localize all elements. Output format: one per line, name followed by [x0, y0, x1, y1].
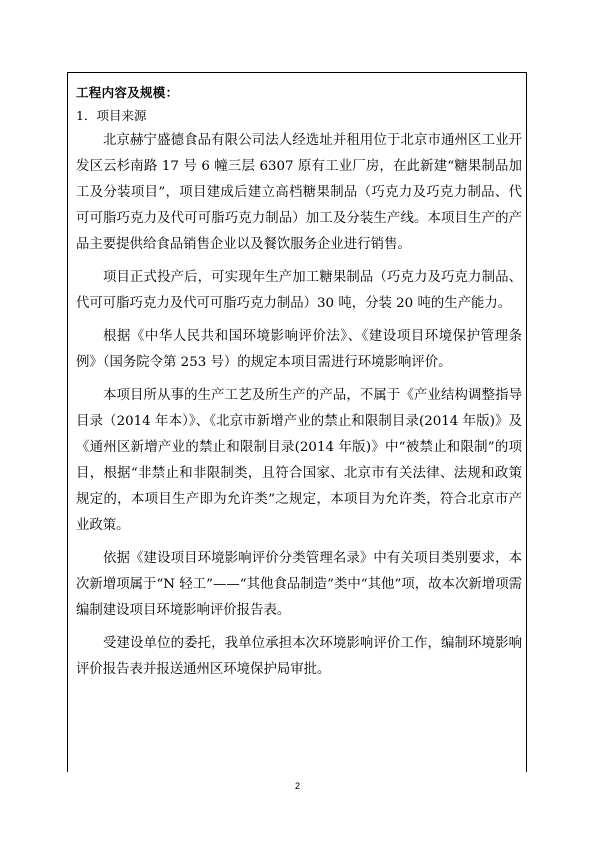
paragraph: 北京赫宁盛德食品有限公司法人经选址并租用位于北京市通州区工业开发区云杉南路 17 号 6 幢三层 6307 原有工业厂房，在此新建“糖果制品加工及分装项目”，项目建成后建立高档糖果制品（巧克力及巧克力制品、代可可脂巧克力及代可可脂巧克力制品）加工及分装生产线。本项目生产的产品主要提供给食品销售企业以及餐饮服务企业进行销售。	[76, 133, 522, 252]
page-number: 2	[294, 781, 300, 791]
body-text	[76, 128, 522, 690]
section-heading: 工程内容及规模：	[76, 85, 179, 100]
paragraph: 本项目所从事的生产工艺及所生产的产品，不属于《产业结构调整指导目录（2014 年本）》、《北京市新增产业的禁止和限制目录(2014 年版)》及《通州区新增产业的禁止和限制目录(2014 年版)》中“被禁止和限制”的项目，根据“非禁止和非限制类，且符合国家、北京市有关法律、法规和政策规定的，本项目生产即为允许类”之规定，本项目为允许类，符合北京市产业政策。	[76, 388, 522, 533]
paragraph: 根据《中华人民共和国环境影响评价法》、《建设项目环境保护管理条例》（国务院令第 253 号）的规定本项目需进行环境影响评价。	[76, 329, 522, 370]
paragraph: 项目正式投产后，可实现年生产加工糖果制品（巧克力及巧克力制品、代可可脂巧克力及代可可脂巧克力制品）30 吨，分装 20 吨的生产能力。	[76, 270, 522, 311]
subsection-title: 1．项目来源	[76, 108, 147, 123]
paragraph: 受建设单位的委托，我单位承担本次环境影响评价工作，编制环境影响评价报告表并报送通州区环境保护局审批。	[76, 636, 522, 677]
paragraph: 依据《建设项目环境影响评价分类管理名录》中有关项目类别要求，本次新增项属于“N 轻工”——“其他食品制造”类中“其他”项，故本次新增项需编制建设项目环境影响评价报告表。	[76, 551, 522, 618]
